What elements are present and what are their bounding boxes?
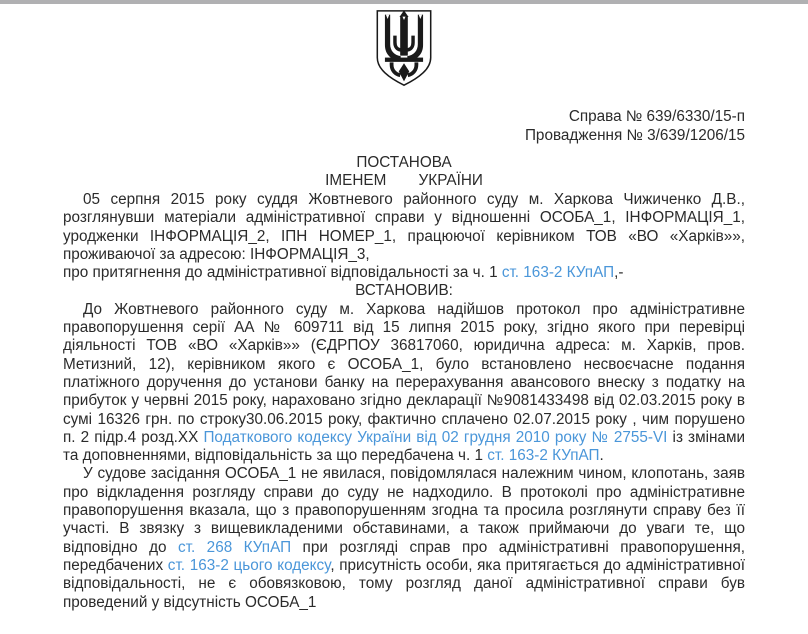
ukraine-trident-icon	[373, 8, 435, 92]
text-run: У судове засідання ОСОБА_1 не явилася, повідомлялася належним чином, клопотань, заяв про відкладення розгляду справи до суду не надходило. В протоколі про адміністративне правопорушення вказала, що з правопорушенням згодна та просила розглянути справу без її участі. В звязку з вищевикладеними обставинами, а також приймаючи до уваги те, що відповідно до	[63, 465, 745, 556]
text-run: 05 серпня 2015 року суддя Жовтневого районного суду м. Харкова Чижиченко Д.В., розглянувши матеріали адміністративної справи у відношенні ОСОБА_1, ІНФОРМАЦІЯ_1, уродженки ІНФОРМАЦІЯ_2, ІПН НОМЕР_1, працюючої керівником ТОВ «ВО «Харків»», проживаючої за адресою: ІНФОРМАЦІЯ_3,	[63, 191, 745, 263]
text-run: , присутність особи, яка притягається до адміністративної відповідальності, не є обовязковою, тому розгляд даної адміністративної справи був проведений у відсутність ОСОБА_1	[63, 556, 745, 611]
proceeding-number: Провадження № 3/639/1206/15	[524, 127, 745, 144]
document-body	[63, 191, 745, 612]
law-reference-link[interactable]: ст. 163-2 КУпАП	[501, 264, 615, 282]
law-reference-link[interactable]: Податкового кодексу України від 02 грудня 2010 року № 2755-VI	[203, 428, 668, 446]
text-run: ,-	[614, 264, 624, 282]
text-run: .	[599, 447, 604, 465]
law-reference-link[interactable]: ст. 163-2 КУпАП	[487, 447, 600, 465]
text-run: про притягнення до адміністративної відповідальності за ч. 1	[63, 264, 502, 282]
law-reference-link[interactable]: ст. 268 КУпАП	[178, 538, 292, 556]
text-run: До Жовтневого районного суду м. Харкова надійшов протокол про адміністративне правопорушення серії АА № 609711 від 15 липня 2015 року, згідно якого при перевірці діяльності ТОВ «ВО «Харків»» (ЄДРПОУ 36817060, юридична адреса: м. Харків, пров. Метизний, 12), керівником якого є ОСОБА_1, було встановлено несвоєчасне подання платіжного доручення до установи банку на перерахування авансового внеску з податку на прибуток у червні 2015 року, нараховано згідно декларації №9081433498 від 02.03.2015 року в сумі 16326 грн. по строку30.06.2015 року, фактично сплачено 02.07.2015 року , чим порушено п. 2 підр.4 розд.ХХ	[63, 300, 745, 446]
document-title: ПОСТАНОВА	[356, 154, 452, 171]
paragraph	[63, 301, 745, 466]
paragraph	[63, 465, 745, 611]
law-reference-link[interactable]: ст. 163-2 цього кодексу	[167, 556, 331, 574]
paragraph	[63, 264, 745, 282]
case-info-block	[63, 107, 745, 145]
top-divider-bar	[0, 0, 808, 4]
emblem-container	[0, 8, 808, 92]
document-column	[63, 107, 745, 612]
paragraph	[63, 191, 745, 264]
paragraph	[63, 282, 745, 300]
text-run: ВСТАНОВИВ:	[355, 282, 453, 300]
text-run: при розгляді справ про адміністративні правопорушення, передбачених	[63, 538, 745, 574]
document-subtitle: ІМЕНЕМ УКРАЇНИ	[325, 172, 483, 189]
case-number: Справа № 639/6330/15-п	[568, 108, 745, 125]
text-run: із змінами та доповненнями, відповідальність за що передбачена ч. 1	[63, 428, 746, 465]
